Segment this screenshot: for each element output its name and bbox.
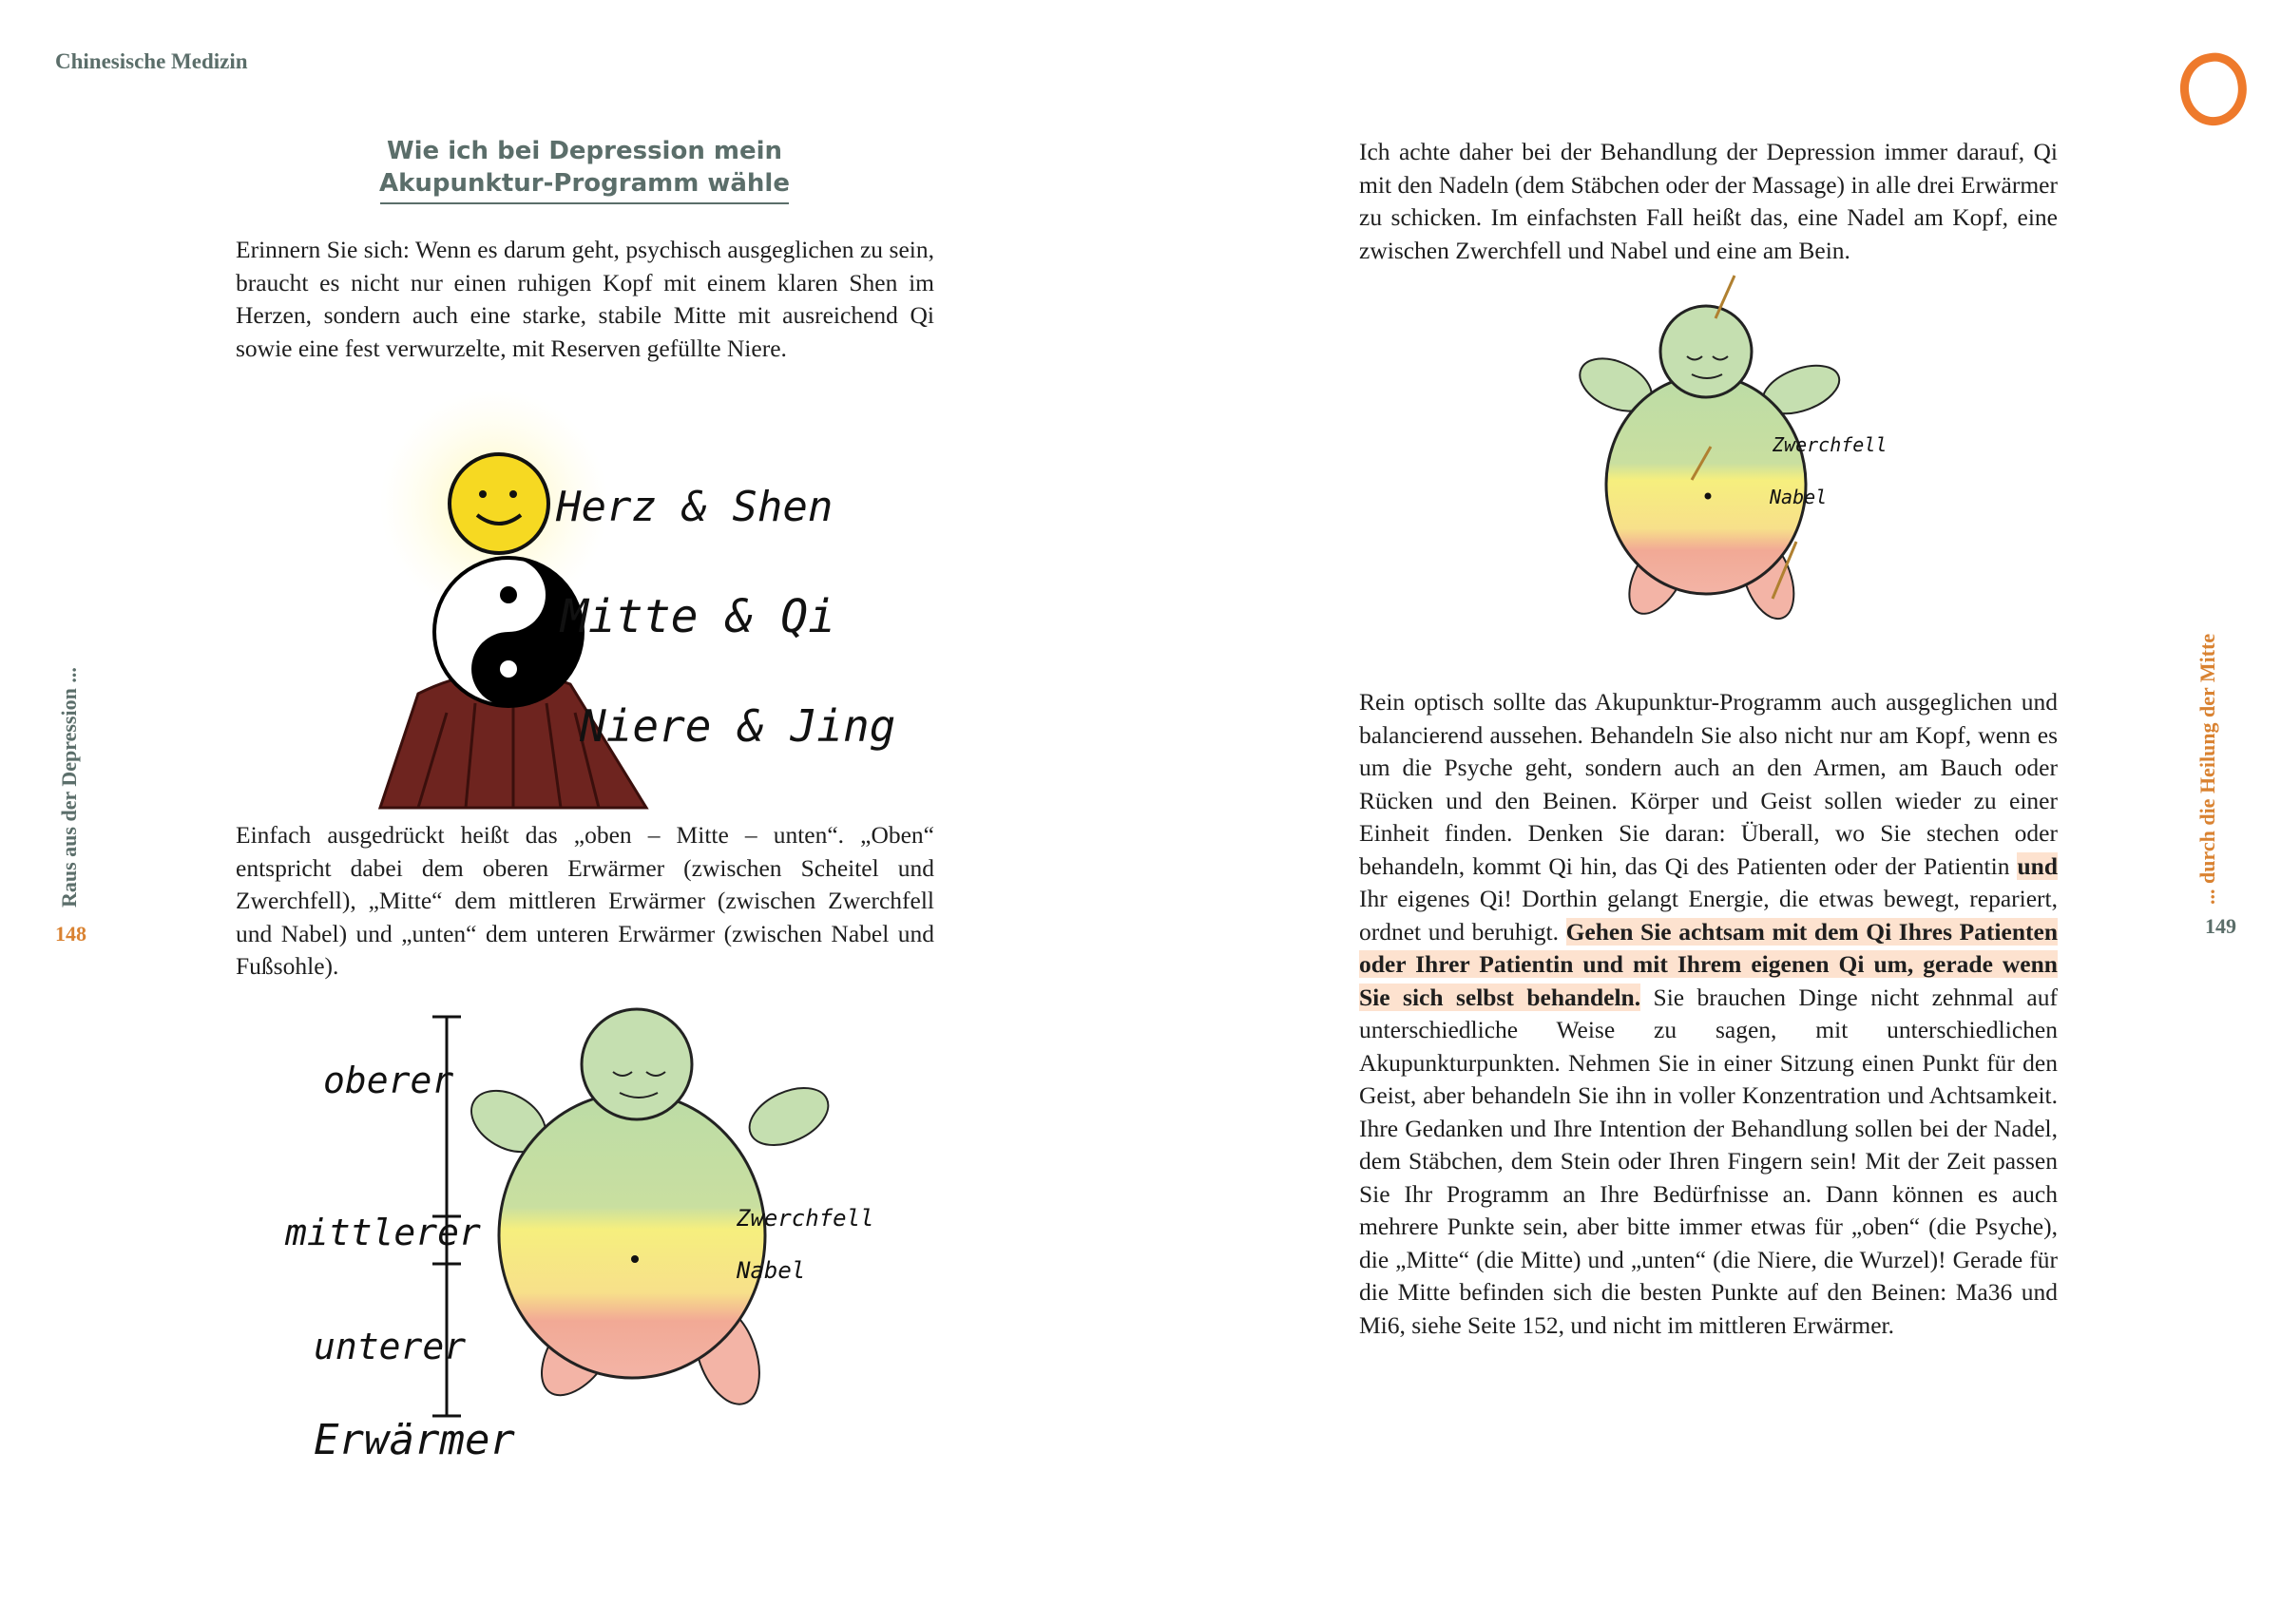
label-nabel: Nabel xyxy=(737,1257,806,1284)
label-nabel-right: Nabel xyxy=(1770,486,1828,508)
smiley-sun-icon xyxy=(450,454,548,553)
side-running-title-right: ... durch die Heilung der Mitte xyxy=(2195,633,2219,905)
figure-needle-turtle xyxy=(1559,276,1888,637)
page-number-left: 148 xyxy=(55,922,86,946)
label-mittlerer: mittlerer xyxy=(285,1212,481,1253)
title-underline xyxy=(380,202,789,204)
section-title-line1: Wie ich bei Depression mein xyxy=(386,137,783,165)
left-paragraph-1: Erinnern Sie sich: Wenn es darum geht, psychisch ausgeglichen zu sein, braucht es nicht nur einen ruhigen Kopf mit einem klaren Shen im Herzen, sondern auch eine starke, stabile Mitte mit ausreichend Qi sowie eine fest verwurzelte, mit Reserven gefüllte Niere. xyxy=(236,236,934,362)
figure-three-centers xyxy=(361,399,896,817)
figure-three-warmers xyxy=(276,998,884,1482)
label-niere-jing: Niere & Jing xyxy=(580,700,896,752)
label-mitte-qi: Mitte & Qi xyxy=(561,590,835,643)
left-paragraph-2: Einfach ausgedrückt heißt das „oben – Mitte – unten“. „Oben“ entspricht dabei dem oberen Erwärmer (zwischen Scheitel und Zwerchfell), „Mitte“ dem mittleren Erwärmer (zwischen Zwerchfell und Nabel) und „unten“ dem unteren Erwärmer (zwischen Nabel und Fußsohle). xyxy=(236,821,934,980)
label-zwerchfell: Zwerchfell xyxy=(737,1205,874,1232)
label-erwaermer: Erwärmer xyxy=(314,1416,515,1464)
section-title-line2: Akupunktur-Programm wähle xyxy=(379,169,790,198)
label-oberer: oberer xyxy=(323,1060,454,1101)
side-running-title-left: Raus aus der Depression ... xyxy=(57,667,81,908)
turtle-icon xyxy=(1572,306,1846,625)
chapter-header: Chinesische Medizin xyxy=(55,49,248,73)
label-unterer: unterer xyxy=(314,1326,467,1367)
right-p2-part3: Sie brauchen Dinge nicht zehnmal auf unterschiedliche Weise zu sagen, mit unterschiedlichen Akupunkturpunkten. Nehmen Sie in einer Sitzung einen Punkt für den Geist, aber behandeln Sie ihn in voller Konzentration und Achtsamkeit. Ihre Gedanken und Ihre Intention der Behandlung sollen bei der Nadel, dem Stäbchen, dem Stein oder Ihren Fingern sein! Mit der Zeit passen Sie Ihr Programm an Ihre Bedürfnisse an. Dann können es auch mehrere Punkte sein, aber bitte immer etwas für „oben“ (die Psyche), die „Mitte“ (die Mitte) und „unten“ (die Niere, die Wurzel)! Gerade für die Mitte befinden sich die besten Punkte auf den Beinen: Ma36 und Mi6, siehe Seite 152, und nicht im mittleren Erwärmer. xyxy=(1359,983,2058,1339)
circle-logo-icon xyxy=(2175,48,2252,130)
highlight-emphasis: Gehen Sie achtsam mit dem Qi Ihres Patienten oder Ihrer Patientin und mit Ihrem eigenen Qi um, gerade wenn Sie sich selbst behandeln. xyxy=(1359,917,2058,1011)
label-herz-shen: Herz & Shen xyxy=(556,483,834,531)
right-paragraph-2 xyxy=(1359,686,2058,1342)
page-number-right: 149 xyxy=(2205,914,2236,938)
highlight-und: und xyxy=(2017,851,2058,880)
label-zwerchfell-right: Zwerchfell xyxy=(1773,433,1888,456)
right-p2-part2: Ihr eigenes Qi! Dorthin gelangt Energie, die etwas bewegt, repariert, ordnet und beruhigt. xyxy=(1359,885,2058,946)
right-p2-part1: Rein optisch sollte das Akupunktur-Programm auch ausgeglichen und balancierend aussehen. Behandeln Sie also nicht nur am Kopf, wenn es um die Psyche geht, sondern auch an den Armen, am Bauch oder Rücken und den Beinen. Körper und Geist sollen wieder zu einer Einheit finden. Denken Sie daran: Überall, wo Sie stechen oder behandeln, kommt Qi hin, das Qi des Patienten oder der Patientin xyxy=(1359,688,2058,880)
right-paragraph-1: Ich achte daher bei der Behandlung der Depression immer darauf, Qi mit den Nadeln (dem Stäbchen oder der Massage) in alle drei Erwärmer zu schicken. Im einfachsten Fall heißt das, eine Nadel am Kopf, eine zwischen Zwerchfell und Nabel und eine am Bein. xyxy=(1359,138,2058,264)
section-title xyxy=(352,135,817,200)
